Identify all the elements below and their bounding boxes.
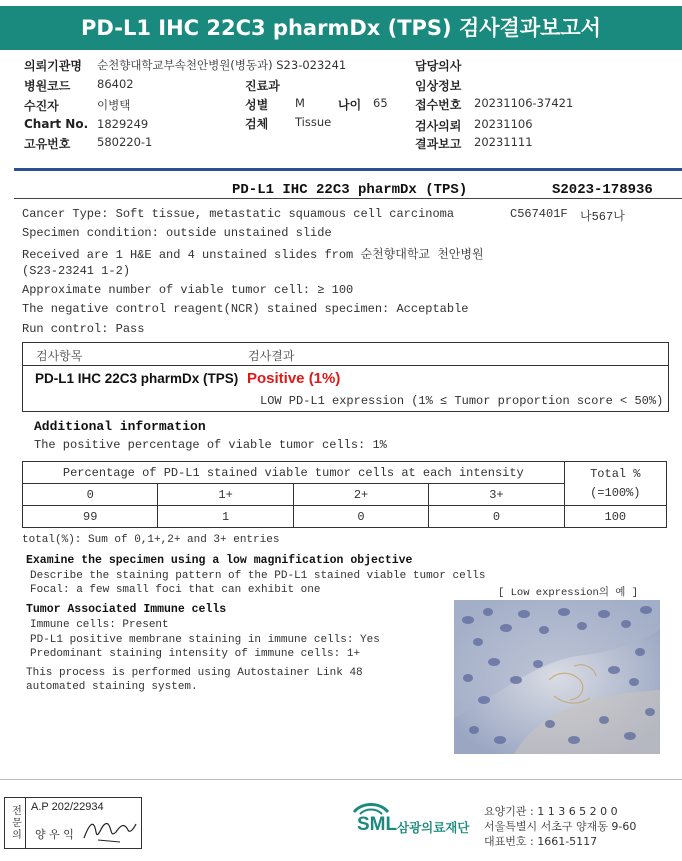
signature: [80, 812, 138, 846]
age-label: 나이: [338, 98, 362, 112]
immune-line-2: PD-L1 positive membrane staining in immune cells: Yes: [30, 634, 380, 646]
patient-value: 이병택: [97, 98, 131, 112]
specimen-value: Tissue: [295, 115, 332, 129]
hospital-code-value: 86402: [97, 77, 134, 91]
total-note: total(%): Sum of 0,1+,2+ and 3+ entries: [22, 534, 280, 546]
examine-title: Examine the specimen using a low magnification objective: [26, 554, 413, 567]
received-line-2: (S23-23241 1-2): [22, 264, 131, 278]
receipt-label: 접수번호: [415, 98, 462, 112]
code-b: 나567나: [580, 210, 625, 224]
stamp-name: 양 우 익: [35, 828, 74, 841]
image-caption: [ Low expression의 예 ]: [498, 587, 639, 599]
received-line-1: Received are 1 H&E and 4 unstained slides from 순천향대학교 천안병원: [22, 248, 484, 262]
intensity-2: 2+: [293, 484, 428, 506]
value-total: 100: [564, 506, 666, 528]
value-2: 0: [293, 506, 428, 528]
dept-label: 진료과: [245, 79, 280, 93]
section-divider: [14, 168, 682, 171]
total-header-2: (=100%): [590, 485, 641, 500]
care-code: 요양기관 : 1 1 3 6 5 2 0 0: [484, 805, 618, 818]
patient-label: 수진자: [24, 99, 59, 113]
result-box: [22, 342, 669, 412]
request-date-value: 20231106: [474, 117, 533, 131]
specimen-label: 검체: [245, 117, 269, 131]
result-positive: Positive (1%): [247, 370, 341, 387]
result-col-item: 검사항목: [36, 349, 83, 363]
intensity-1: 1+: [158, 484, 293, 506]
value-0: 99: [23, 506, 158, 528]
company-name: 삼광의료재단: [397, 820, 470, 835]
specimen-condition: Specimen condition: outside unstained slide: [22, 226, 332, 240]
microscopy-image: [454, 600, 660, 754]
institution-label: 의뢰기관명: [24, 59, 82, 73]
total-header-1: Total %: [590, 466, 641, 481]
value-3: 0: [429, 506, 564, 528]
expression-level: LOW PD-L1 expression (1% ≤ Tumor proportion score < 50%): [260, 394, 664, 408]
run-control: Run control: Pass: [22, 322, 145, 336]
unique-no-value: 580220-1: [97, 135, 153, 149]
sex-label: 성별: [245, 98, 269, 112]
physician-label: 담당의사: [415, 59, 462, 73]
code-a: C567401F: [510, 207, 568, 221]
process-line-1: This process is performed using Autostainer Link 48: [26, 667, 363, 679]
table-header: Percentage of PD-L1 stained viable tumor cells at each intensity: [23, 462, 565, 484]
intensity-3: 3+: [429, 484, 564, 506]
immune-title: Tumor Associated Immune cells: [26, 603, 227, 616]
address: 서울특별시 서초구 양재동 9-60: [484, 820, 637, 833]
approx-tumor-cells: Approximate number of viable tumor cell: ≥ 100: [22, 283, 354, 297]
immune-line-1: Immune cells: Present: [30, 619, 169, 631]
total-header: [564, 462, 666, 506]
footer-divider: [0, 779, 682, 780]
age-value: 65: [373, 96, 388, 110]
request-date-label: 검사의뢰: [415, 119, 462, 133]
process-line-2: automated staining system.: [26, 681, 198, 693]
unique-no-label: 고유번호: [24, 137, 71, 151]
negative-control: The negative control reagent(NCR) stained specimen: Acceptable: [22, 302, 469, 316]
intensity-0: 0: [23, 484, 158, 506]
hospital-code-label: 병원코드: [24, 79, 71, 93]
stamp-id: A.P 202/22934: [31, 801, 104, 813]
stamp-side: 전문의: [5, 798, 26, 848]
additional-info-text: The positive percentage of viable tumor cells: 1%: [34, 438, 387, 452]
examine-line-1: Describe the staining pattern of the PD-L1 stained viable tumor cells: [30, 570, 486, 582]
result-col-result: 검사결과: [248, 349, 295, 363]
report-date-label: 결과보고: [415, 137, 462, 151]
phone: 대표번호 : 1661-5117: [484, 835, 598, 848]
additional-info-title: Additional information: [34, 419, 206, 434]
test-name-heading: PD-L1 IHC 22C3 pharmDx (TPS): [232, 182, 468, 198]
value-1: 1: [158, 506, 293, 528]
chart-no-value: 1829249: [97, 117, 149, 131]
report-title: PD-L1 IHC 22C3 pharmDx (TPS) 검사결과보고서: [0, 6, 682, 50]
sml-logo-text: SML: [357, 814, 398, 835]
immune-line-3: Predominant staining intensity of immune cells: 1+: [30, 648, 361, 660]
clinical-label: 임상정보: [415, 79, 462, 93]
sex-value: M: [295, 96, 305, 110]
result-item: PD-L1 IHC 22C3 pharmDx (TPS): [35, 371, 239, 386]
institution-value: 순천향대학교부속천안병원(병동과) S23-023241: [97, 58, 347, 72]
pathologist-stamp: [4, 797, 142, 849]
microscopy-svg: [454, 600, 660, 754]
examine-line-2: Focal: a few small foci that can exhibit one: [30, 584, 321, 596]
receipt-value: 20231106-37421: [474, 96, 574, 110]
report-id: S2023-178936: [552, 182, 653, 198]
intensity-table: [22, 461, 667, 528]
report-date-value: 20231111: [474, 135, 533, 149]
chart-no-label: Chart No.: [24, 117, 89, 131]
cancer-type: Cancer Type: Soft tissue, metastatic squamous cell carcinoma: [22, 207, 455, 221]
